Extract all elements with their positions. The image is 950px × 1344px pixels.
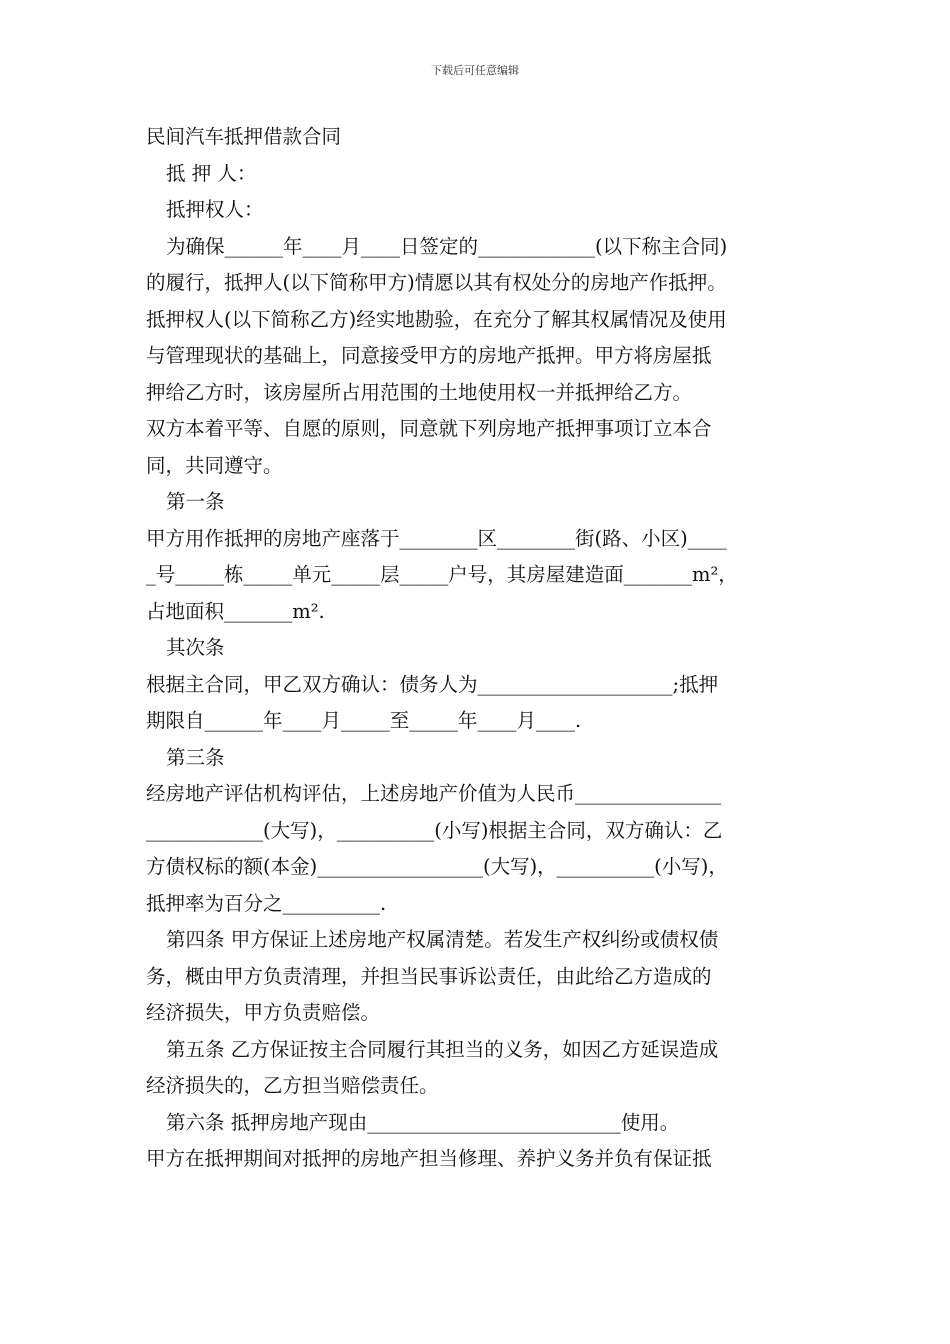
article-heading: 第三条 [166, 745, 225, 769]
paragraph-line: 与管理现状的基础上，同意接受甲方的房地产抵押。甲方将房屋抵 [146, 344, 712, 367]
mortgagor-label: 抵 押 人： [166, 161, 257, 185]
paragraph-line: 方债权标的额(本金)_________________(大写)，__________(小写)， [146, 855, 728, 878]
paragraph-line: 经房地产评估机构评估，上述房地产价值为人民币_______________ [146, 782, 722, 805]
contract-body [146, 119, 808, 1178]
paragraph-line: 同，共同遵守。 [146, 453, 283, 477]
paragraph-line: 抵押权人(以下简称乙方)经实地勘验，在充分了解其权属情况及使用 [146, 307, 727, 331]
paragraph-line: 经济损失，甲方负责赔偿。 [146, 1001, 381, 1024]
article-four: 第四条 甲方保证上述房地产权属清楚。若发生产权纠纷或债权债 [166, 928, 719, 951]
header-note: 下载后可任意编辑 [431, 64, 519, 77]
paragraph-line: 根据主合同，甲乙双方确认：债务人为____________________;抵押 [146, 672, 719, 696]
paragraph-line: 经济损失的，乙方担当赔偿责任。 [146, 1074, 439, 1097]
paragraph-line: 占地面积_______m². [146, 599, 325, 623]
paragraph-line: 的履行，抵押人(以下简称甲方)情愿以其有权处分的房地产作抵押。 [146, 271, 727, 294]
mortgagee-label: 抵押权人： [166, 198, 264, 221]
article-heading: 其次条 [166, 636, 225, 659]
article-heading: 第一条 [166, 490, 225, 513]
paragraph-line: 双方本着平等、自愿的原则，同意就下列房地产抵押事项订立本合 [146, 417, 712, 440]
paragraph-line: 为确保______年____月____日签定的____________(以下称主合同) [166, 234, 728, 258]
paragraph-line: _号_____栋_____单元_____层_____户号，其房屋建造面_______m²， [146, 563, 738, 586]
contract-title: 民间汽车抵押借款合同 [146, 125, 342, 148]
article-five: 第五条 乙方保证按主合同履行其担当的义务，如因乙方延误造成 [166, 1037, 719, 1061]
paragraph-line: 甲方在抵押期间对抵押的房地产担当修理、养护义务并负有保证抵 [146, 1147, 712, 1170]
paragraph-line: 期限自______年____月_____至_____年____月____. [146, 709, 582, 732]
paragraph-line: 抵押率为百分之__________. [146, 891, 387, 915]
paragraph-line: 甲方用作抵押的房地产座落于________区________街(路、小区)____ [146, 526, 727, 550]
paragraph-line: 务，概由甲方负责清理，并担当民事诉讼责任，由此给乙方造成的 [146, 964, 712, 988]
article-six: 第六条 抵押房地产现由__________________________使用。 [166, 1110, 680, 1134]
paragraph-line: 押给乙方时，该房屋所占用范围的土地使用权一并抵押给乙方。 [146, 380, 693, 404]
paragraph-line: ____________(大写)，__________(小写)根据主合同，双方确认：乙 [146, 818, 723, 842]
